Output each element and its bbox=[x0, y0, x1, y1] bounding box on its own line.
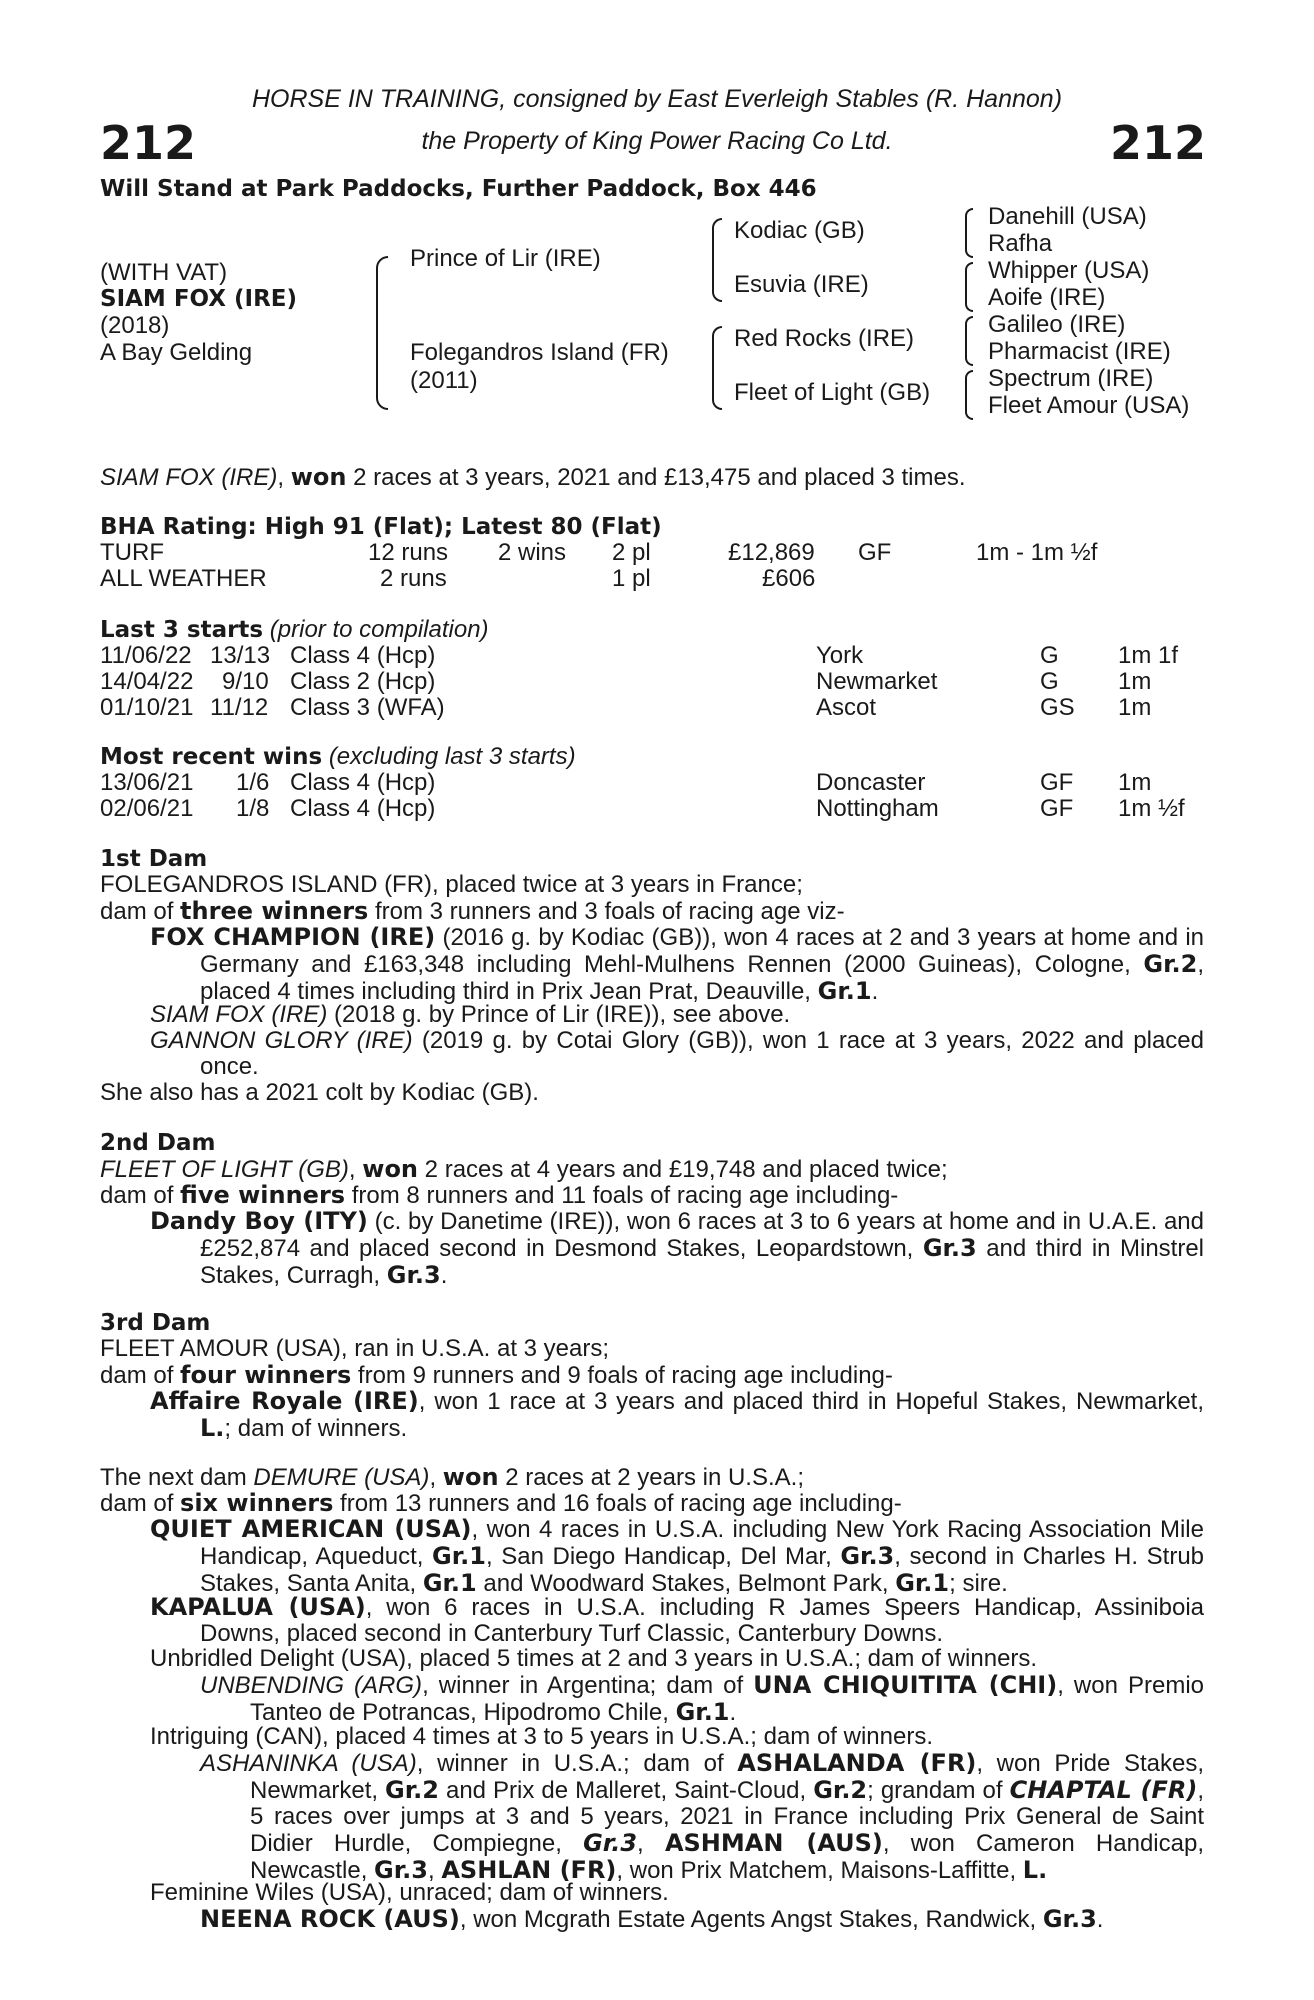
grade: L. bbox=[1022, 1856, 1048, 1884]
sire-dam-brace bbox=[376, 256, 388, 410]
summary-horse-name: SIAM FOX (IRE) bbox=[100, 464, 278, 491]
progeny-name: QUIET AMERICAN (USA) bbox=[150, 1515, 472, 1543]
winners-count: three winners bbox=[180, 897, 369, 925]
dam-name: DEMURE (USA) bbox=[253, 1464, 430, 1491]
placed: 1 pl bbox=[612, 565, 651, 592]
race-summary: SIAM FOX (IRE), won 2 races at 3 years, 2021 and £13,475 and placed 3 times. bbox=[100, 463, 966, 491]
dam-name: FLEET OF LIGHT (GB) bbox=[100, 1156, 349, 1183]
text: 2 races at 2 years in U.S.A.; bbox=[498, 1464, 804, 1491]
dam1-heading: 1st Dam bbox=[100, 846, 208, 872]
text: . bbox=[871, 978, 879, 1005]
text: , won Premio Tanteo de Potrancas, Hipodromo Chile, bbox=[250, 1672, 1204, 1726]
dam-sire: Red Rocks (IRE) bbox=[734, 325, 915, 352]
grand-progeny-name: UNA CHIQUITITA (CHI) bbox=[753, 1671, 1058, 1699]
text: . bbox=[440, 1262, 448, 1289]
text: , won Prix Matchem, Maisons-Laffitte, bbox=[616, 1857, 1023, 1884]
progeny-name: UNBENDING (ARG) bbox=[200, 1672, 423, 1699]
race-class: Class 4 (Hcp) bbox=[290, 795, 436, 822]
going: GS bbox=[1040, 694, 1075, 721]
bha-rating: BHA Rating: High 91 (Flat); Latest 80 (Flat) bbox=[100, 514, 662, 540]
vat-note: (WITH VAT) bbox=[100, 259, 228, 286]
won: won bbox=[442, 1463, 499, 1491]
distance: 1m bbox=[1118, 769, 1152, 796]
grade: Gr.1 bbox=[817, 977, 872, 1005]
grade: Gr.3 bbox=[374, 1856, 428, 1884]
text: , winner in U.S.A.; dam of bbox=[416, 1750, 738, 1777]
progeny-unbending bbox=[200, 1672, 1204, 1726]
grade: Gr.1 bbox=[432, 1542, 486, 1570]
last3-note: (prior to compilation) bbox=[269, 616, 489, 643]
text: , won Mcgrath Estate Agents Angst Stakes, Randwick, bbox=[459, 1906, 1043, 1933]
stand-location: Will Stand at Park Paddocks, Further Paddock, Box 446 bbox=[100, 176, 817, 202]
recent-note: (excluding last 3 starts) bbox=[328, 743, 576, 770]
distance: 1m bbox=[1118, 694, 1152, 721]
going: GF bbox=[1040, 795, 1074, 822]
race-class: Class 4 (Hcp) bbox=[290, 769, 436, 796]
text: , second in Charles H. Strub Stakes, Santa Anita, bbox=[200, 1543, 1205, 1597]
rating-row-aw bbox=[100, 566, 1200, 592]
dam-year: (2011) bbox=[410, 367, 478, 394]
position: 13/13 bbox=[210, 642, 271, 669]
progeny-name: GANNON GLORY (IRE) bbox=[150, 1027, 413, 1054]
granddam-3: Pharmacist (IRE) bbox=[988, 338, 1171, 365]
last3-row bbox=[100, 669, 1200, 695]
position: 11/12 bbox=[210, 694, 269, 721]
text: from 8 runners and 11 foals of racing age including- bbox=[345, 1182, 899, 1209]
last3-row bbox=[100, 643, 1200, 669]
dam-parents-brace bbox=[712, 326, 722, 410]
surface: ALL WEATHER bbox=[100, 565, 267, 592]
text: , winner in Argentina; dam of bbox=[422, 1672, 754, 1699]
course: Nottingham bbox=[816, 795, 939, 822]
text: , bbox=[348, 1156, 363, 1183]
course: Newmarket bbox=[816, 668, 938, 695]
progeny-name: FOX CHAMPION (IRE) bbox=[150, 923, 436, 951]
recent-row bbox=[100, 770, 1200, 796]
prize: £12,869 bbox=[728, 539, 815, 566]
dam: Folegandros Island (FR) bbox=[410, 339, 669, 366]
text: and Prix de Malleret, Saint-Cloud, bbox=[438, 1777, 814, 1804]
dam2-line2 bbox=[100, 1182, 898, 1209]
grand-progeny-name: ASHLAN (FR) bbox=[441, 1856, 617, 1884]
next-dam-line1 bbox=[100, 1464, 804, 1491]
progeny-name: Affaire Royale (IRE) bbox=[150, 1387, 419, 1415]
grade: Gr.1 bbox=[895, 1569, 950, 1597]
grandsire-1: Danehill (USA) bbox=[988, 203, 1147, 230]
dam-dam: Fleet of Light (GB) bbox=[734, 379, 931, 406]
grade: Gr.2 bbox=[813, 1776, 868, 1804]
progeny-name: KAPALUA (USA) bbox=[150, 1593, 366, 1621]
text: . bbox=[1096, 1906, 1104, 1933]
progeny-feminine-wiles: Feminine Wiles (USA), unraced; dam of winners. bbox=[150, 1879, 669, 1906]
race-class: Class 4 (Hcp) bbox=[290, 642, 436, 669]
position: 1/8 bbox=[236, 795, 270, 822]
progeny-ashaninka bbox=[200, 1750, 1204, 1884]
text: from 13 runners and 16 foals of racing age including- bbox=[333, 1490, 902, 1517]
won: won bbox=[362, 1155, 419, 1183]
last3-row bbox=[100, 695, 1200, 721]
grandsire-3: Galileo (IRE) bbox=[988, 311, 1126, 338]
date: 13/06/21 bbox=[100, 769, 194, 796]
grand-progeny-name: ASHALANDA (FR) bbox=[737, 1749, 977, 1777]
prize: £606 bbox=[762, 565, 816, 592]
consignor-line: HORSE IN TRAINING, consigned by East Everleigh Stables (R. Hannon) bbox=[251, 85, 1063, 113]
text: and third in Minstrel Stakes, Curragh, bbox=[200, 1235, 1205, 1289]
grand-progeny-name: CHAPTAL (FR) bbox=[1009, 1776, 1198, 1804]
text: 2 races at 4 years and £19,748 and placed twice; bbox=[418, 1156, 948, 1183]
grade: Gr.3 bbox=[840, 1542, 895, 1570]
g-brace-3 bbox=[965, 316, 973, 366]
text: (2019 g. by Cotai Glory (GB)), won 1 race at 3 years, 2022 and placed once. bbox=[200, 1027, 1204, 1080]
g-brace-4 bbox=[965, 370, 973, 420]
granddam-4: Fleet Amour (USA) bbox=[988, 392, 1190, 419]
surface: TURF bbox=[100, 539, 164, 566]
dam2-line1 bbox=[100, 1156, 948, 1183]
winners-count: six winners bbox=[180, 1489, 334, 1517]
text: and Woodward Stakes, Belmont Park, bbox=[476, 1570, 896, 1597]
horse-year: (2018) bbox=[100, 312, 170, 339]
text: , placed 4 times including third in Prix Jean Prat, Deauville, bbox=[200, 951, 1204, 1005]
runs: 12 runs bbox=[368, 539, 449, 566]
text: ; grandam of bbox=[867, 1777, 1010, 1804]
grandsire-4: Spectrum (IRE) bbox=[988, 365, 1154, 392]
summary-won: won bbox=[290, 463, 347, 491]
text: ; sire. bbox=[949, 1570, 1008, 1597]
progeny-gannon-glory bbox=[150, 1028, 1204, 1080]
grand-progeny-name: ASHMAN (AUS) bbox=[664, 1829, 883, 1857]
progeny-name: Dandy Boy (ITY) bbox=[150, 1207, 368, 1235]
text: from 3 runners and 3 foals of racing age viz- bbox=[368, 898, 845, 925]
grade: Gr.2 bbox=[385, 1776, 439, 1804]
recent-title: Most recent wins bbox=[100, 744, 323, 770]
winners-count: five winners bbox=[180, 1181, 346, 1209]
granddam-1: Rafha bbox=[988, 230, 1053, 257]
progeny-intriguing: Intriguing (CAN), placed 4 times at 3 to 5 years in U.S.A.; dam of winners. bbox=[150, 1723, 933, 1750]
owner-line: the Property of King Power Racing Co Ltd. bbox=[421, 127, 893, 155]
race-class: Class 3 (WFA) bbox=[290, 694, 445, 721]
progeny-kapalua bbox=[150, 1594, 1204, 1647]
dam1-line1: FOLEGANDROS ISLAND (FR), placed twice at 3 years in France; bbox=[100, 871, 803, 898]
date: 01/10/21 bbox=[100, 694, 194, 721]
sire-sire: Kodiac (GB) bbox=[734, 217, 865, 244]
going: G bbox=[1040, 642, 1059, 669]
grade: L. bbox=[200, 1414, 225, 1442]
distance: 1m bbox=[1118, 668, 1152, 695]
g-brace-2 bbox=[965, 262, 973, 312]
text: dam of bbox=[100, 1182, 181, 1209]
progeny-quiet-american bbox=[150, 1516, 1204, 1597]
date: 11/06/22 bbox=[100, 642, 192, 669]
text: , won Pride Stakes, Newmarket, bbox=[250, 1750, 1205, 1804]
text: , bbox=[429, 1464, 443, 1491]
progeny-dandy-boy bbox=[150, 1208, 1204, 1289]
text: from 9 runners and 9 foals of racing age including- bbox=[351, 1362, 893, 1389]
course: Ascot bbox=[816, 694, 877, 721]
grade: Gr.3 bbox=[1042, 1905, 1097, 1933]
summary-text: 2 races at 3 years, 2021 and £13,475 and placed 3 times. bbox=[346, 464, 966, 491]
dam3-heading: 3rd Dam bbox=[100, 1310, 211, 1336]
horse-description: A Bay Gelding bbox=[100, 339, 253, 366]
dam2-heading: 2nd Dam bbox=[100, 1130, 216, 1156]
runs: 2 runs bbox=[380, 565, 447, 592]
text: dam of bbox=[100, 898, 181, 925]
g-brace-1 bbox=[965, 208, 973, 258]
text: , San Diego Handicap, Del Mar, bbox=[485, 1543, 841, 1570]
winners-count: four winners bbox=[180, 1361, 352, 1389]
grade: Gr.1 bbox=[675, 1698, 730, 1726]
wins: 2 wins bbox=[498, 539, 567, 566]
dam3-line2 bbox=[100, 1362, 893, 1389]
text: The next dam bbox=[100, 1464, 254, 1491]
text: , bbox=[637, 1830, 665, 1857]
horse-name: SIAM FOX (IRE) bbox=[100, 286, 298, 312]
placed: 2 pl bbox=[612, 539, 651, 566]
going: GF bbox=[1040, 769, 1074, 796]
progeny-fox-champion bbox=[150, 924, 1204, 1005]
lot-number-left: 212 bbox=[100, 116, 197, 170]
grade: Gr.2 bbox=[1143, 950, 1198, 978]
position: 9/10 bbox=[222, 668, 269, 695]
text: . bbox=[729, 1699, 737, 1726]
grade: Gr.3 bbox=[386, 1261, 441, 1289]
course: Doncaster bbox=[816, 769, 926, 796]
progeny-neena-rock bbox=[200, 1906, 1103, 1933]
text: , 5 races over jumps at 3 and 5 years, 2021 in France including Prix General de Saint Didier Hurdle, Compiegne, bbox=[250, 1777, 1204, 1857]
progeny-name: ASHANINKA (USA) bbox=[200, 1750, 417, 1777]
lot-number-right: 212 bbox=[1109, 116, 1206, 170]
going: GF bbox=[858, 539, 892, 566]
dam1-line2 bbox=[100, 898, 845, 925]
text: , won 4 races in U.S.A. including New York Racing Association Mile Handicap, Aqueduct, bbox=[200, 1516, 1204, 1570]
grade: Gr.3 bbox=[922, 1234, 977, 1262]
text: ; dam of winners. bbox=[224, 1415, 408, 1442]
text: (2018 g. by Prince of Lir (IRE)), see above. bbox=[327, 1001, 791, 1028]
progeny-name: SIAM FOX (IRE) bbox=[150, 1001, 328, 1028]
text: dam of bbox=[100, 1490, 181, 1517]
race-class: Class 2 (Hcp) bbox=[290, 668, 436, 695]
granddam-2: Aoife (IRE) bbox=[988, 284, 1106, 311]
grade: Gr.1 bbox=[422, 1569, 477, 1597]
rating-row-turf bbox=[100, 540, 1200, 566]
progeny-unbridled-delight: Unbridled Delight (USA), placed 5 times at 2 and 3 years in U.S.A.; dam of winners. bbox=[150, 1645, 1038, 1672]
last3-title: Last 3 starts bbox=[100, 617, 264, 643]
recent-wins-heading bbox=[100, 744, 576, 770]
grade: Gr.3 bbox=[583, 1829, 638, 1857]
date: 02/06/21 bbox=[100, 795, 194, 822]
dam3-line1: FLEET AMOUR (USA), ran in U.S.A. at 3 years; bbox=[100, 1335, 610, 1362]
progeny-affaire-royale bbox=[150, 1388, 1204, 1442]
progeny-siam-fox bbox=[150, 1002, 790, 1028]
sire: Prince of Lir (IRE) bbox=[410, 245, 601, 272]
distance: 1m - 1m ½f bbox=[976, 539, 1098, 566]
distance: 1m 1f bbox=[1118, 642, 1179, 669]
text: dam of bbox=[100, 1362, 181, 1389]
date: 14/04/22 bbox=[100, 668, 194, 695]
progeny-name: NEENA ROCK (AUS) bbox=[200, 1905, 460, 1933]
text: (2016 g. by Kodiac (GB)), won 4 races at 2 and 3 years at home and in Germany and £163,348 including Mehl-Mulhens Rennen (2000 Guineas), Cologne, bbox=[200, 924, 1205, 978]
going: G bbox=[1040, 668, 1059, 695]
distance: 1m ½f bbox=[1118, 795, 1185, 822]
position: 1/6 bbox=[236, 769, 270, 796]
grandsire-2: Whipper (USA) bbox=[988, 257, 1150, 284]
next-dam-line2 bbox=[100, 1490, 902, 1517]
sire-dam: Esuvia (IRE) bbox=[734, 271, 869, 298]
recent-row bbox=[100, 796, 1200, 822]
text: (c. by Danetime (IRE)), won 6 races at 3 to 6 years at home and in U.A.E. and £252,874 and placed second in Desmond Stakes, Leopardstown, bbox=[200, 1208, 1205, 1262]
sire-parents-brace bbox=[712, 218, 722, 302]
text: , bbox=[427, 1857, 442, 1884]
dam1-also: She also has a 2021 colt by Kodiac (GB). bbox=[100, 1079, 539, 1106]
text: , won 6 races in U.S.A. including R James Speers Handicap, Assiniboia Downs, placed second in Canterbury Turf Classic, Canterbury Downs. bbox=[200, 1594, 1205, 1647]
course: York bbox=[816, 642, 864, 669]
text: , won 1 race at 3 years and placed third in Hopeful Stakes, Newmarket, bbox=[418, 1388, 1204, 1415]
text: , won Cameron Handicap, Newcastle, bbox=[250, 1830, 1204, 1884]
last3-heading bbox=[100, 617, 489, 643]
